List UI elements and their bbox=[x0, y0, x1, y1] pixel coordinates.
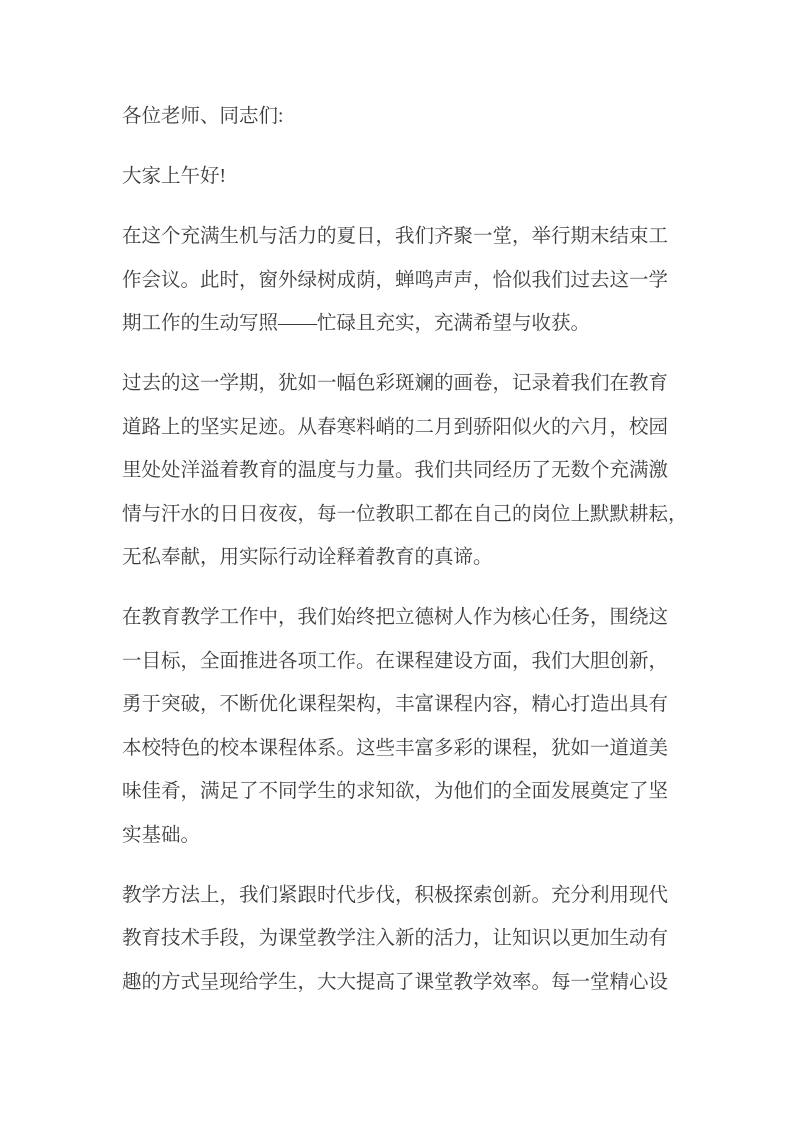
paragraph-line: 在教育教学工作中，我们始终把立德树人作为核心任务，围绕这 bbox=[122, 607, 669, 628]
paragraph-line: 期工作的生动写照——忙碌且充实，充满希望与收获。 bbox=[122, 313, 591, 334]
paragraph-line: 教育技术手段，为课堂教学注入新的活力，让知识以更加生动有 bbox=[122, 928, 669, 949]
greeting-line: 大家上午好! bbox=[122, 166, 226, 187]
paragraph-line: 教学方法上，我们紧跟时代步伐，积极探索创新。充分利用现代 bbox=[122, 884, 669, 906]
paragraph-line: 味佳肴，满足了不同学生的求知欲，为他们的全面发展奠定了坚 bbox=[122, 781, 669, 802]
paragraph bbox=[122, 215, 668, 346]
paragraph-line: 在这个充满生机与活力的夏日，我们齐聚一堂，举行期末结束工 bbox=[122, 226, 669, 247]
paragraph-line: 道路上的坚实足迹。从春寒料峭的二月到骄阳似火的六月，校园 bbox=[122, 416, 669, 438]
paragraph-line: 作会议。此时，窗外绿树成荫，蝉鸣声声，恰似我们过去这一学 bbox=[122, 269, 669, 291]
paragraph bbox=[122, 362, 688, 580]
document-body bbox=[122, 215, 688, 1004]
paragraph-line: 情与汗水的日日夜夜，每一位教职工都在自己的岗位上默默耕耘， bbox=[122, 503, 688, 525]
paragraph-line: 无私奉献，用实际行动诠释着教育的真谛。 bbox=[122, 547, 493, 568]
salutation: 各位老师、同志们: bbox=[122, 106, 284, 127]
paragraph-line: 实基础。 bbox=[122, 824, 201, 846]
paragraph-line: 趣的方式呈现给学生，大大提高了课堂教学效率。每一堂精心设 bbox=[122, 971, 669, 993]
document-text bbox=[122, 95, 688, 1004]
paragraph bbox=[122, 874, 668, 1005]
paragraph-line: 本校特色的校本课程体系。这些丰富多彩的课程，犹如一道道美 bbox=[122, 737, 669, 759]
paragraph-line: 勇于突破，不断优化课程架构，丰富课程内容，精心打造出具有 bbox=[122, 694, 669, 715]
paragraph-line: 里处处洋溢着教育的温度与力量。我们共同经历了无数个充满激 bbox=[122, 460, 669, 481]
paragraph bbox=[122, 596, 668, 857]
paragraph-line: 过去的这一学期，犹如一幅色彩斑斓的画卷，记录着我们在教育 bbox=[122, 373, 669, 394]
paragraph-line: 一目标，全面推进各项工作。在课程建设方面，我们大胆创新， bbox=[122, 650, 669, 672]
